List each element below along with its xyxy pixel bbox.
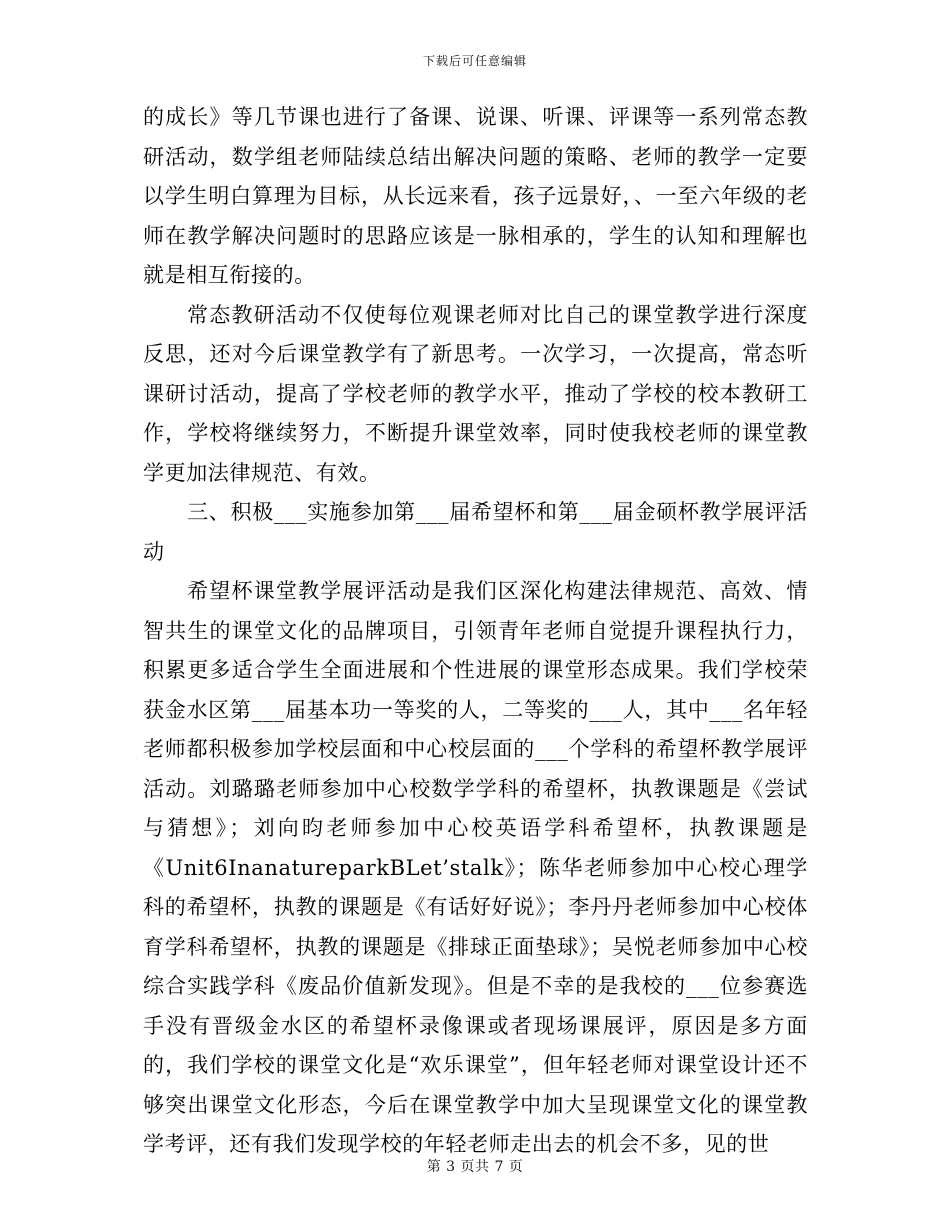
paragraph-routine-research: 常态教研活动不仅使每位观课老师对比自己的课堂教学进行深度反思，还对今后课堂教学有了新思考。一次学习，一次提高，常态听课研讨活动，提高了学校老师的教学水平，推动了学校的校本教研工作，学校将继续努力，不断提升课堂效率，同时使我校老师的课堂教学更加法律规范、有效。	[143, 302, 808, 485]
document-body	[143, 98, 808, 1165]
page-header: 下载后可任意编辑	[422, 54, 527, 68]
paragraph-continuation: 的成长》等几节课也进行了备课、说课、听课、评课等一系列常态教研活动，数学组老师陆续总结出解决问题的策略、老师的教学一定要以学生明白算理为目标，从长远来看，孩子远景好，、一至六年级的老师在教学解决问题时的思路应该是一脉相承的，学生的认知和理解也就是相互衔接的。	[143, 105, 808, 287]
page-footer: 第 3 页共 7 页	[426, 1159, 524, 1175]
section-heading-three: 三、积极___实施参加第___届希望杯和第___届金硕杯教学展评活动	[143, 500, 808, 564]
paragraph-hope-cup: 希望杯课堂教学展评活动是我们区深化构建法律规范、高效、情智共生的课堂文化的品牌项目，引领青年老师自觉提升课程执行力，积累更多适合学生全面进展和个性进展的课堂形态成果。我们学校荣获金水区第___届基本功一等奖的人，二等奖的___人，其中___名年轻老师都积极参加学校层面和中心校层面的___个学科的希望杯教学展评活动。刘璐璐老师参加中心校数学学科的希望杯，执教课题是《尝试与猜想》；刘向昀老师参加中心校英语学科希望杯，执教课题是《Unit6InanatureparkBLet’stalk》；陈华老师参加中心校心理学科的希望杯，执教的课题是《有话好好说》；李丹丹老师参加中心校体育学科希望杯，执教的课题是《排球正面垫球》；吴悦老师参加中心校综合实践学科《废品价值新发现》。但是不幸的是我校的___位参赛选手没有晋级金水区的希望杯录像课或者现场课展评，原因是多方面的，我们学校的课堂文化是“欢乐课堂”，但年轻老师对课堂设计还不够突出课堂文化形态，今后在课堂教学中加大呈现课堂文化的课堂教学考评，还有我们发现学校的年轻老师走出去的机会不多，见的世	[143, 579, 808, 1156]
